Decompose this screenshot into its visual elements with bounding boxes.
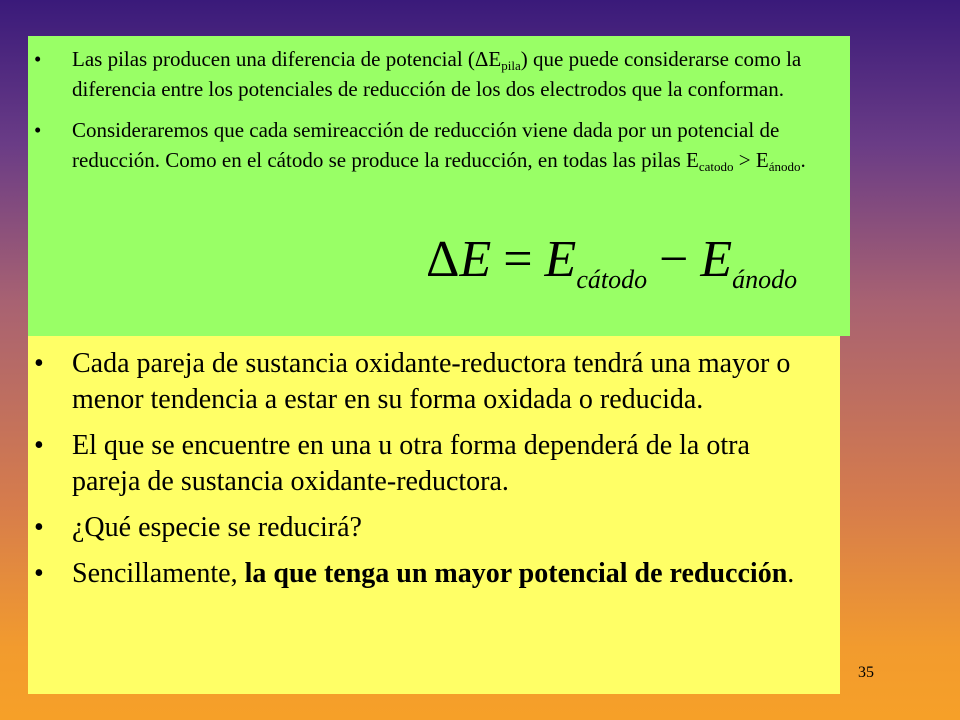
formula-sub-anodo: ánodo — [732, 265, 798, 294]
bullet-icon: • — [34, 348, 44, 379]
item-text-end: . — [787, 558, 795, 589]
formula-equals: = — [503, 231, 533, 288]
bullet-icon: • — [34, 558, 44, 589]
item-sub-pila: pila — [501, 58, 521, 73]
top-bullet-list — [34, 44, 824, 186]
list-item — [34, 556, 824, 592]
list-item — [34, 510, 824, 546]
item-text: El que se encuentre en una u otra forma dependerá de la otra pareja de sustancia oxidante-reductora. — [72, 430, 750, 497]
formula-e2: E — [700, 231, 733, 288]
list-item — [34, 346, 824, 418]
list-item — [34, 115, 824, 175]
item-text-1b: ΔE — [474, 47, 502, 71]
formula-e1: E — [544, 231, 577, 288]
page-number: 35 — [858, 664, 874, 681]
item-text-bold: la que tenga un mayor potencial de reducción — [244, 558, 788, 589]
potential-formula — [426, 226, 826, 296]
item-text-1d: ) que puede considerarse como la diferencia entre los potenciales de reducción de los dos electrodos que la conforman. — [72, 47, 802, 101]
formula-delta: Δ — [426, 231, 460, 288]
item-text: ¿Qué especie se reducirá? — [72, 512, 362, 543]
list-item — [34, 44, 824, 104]
item-text-2a: Consideraremos que cada semireacción de reducción viene dada por un potencial de reducción. Como en el cátodo se produce la reducción, en todas las pilas E — [72, 118, 780, 172]
formula-minus: − — [659, 231, 689, 288]
formula-lhs: E — [459, 231, 492, 288]
item-text-1a: Las pilas producen una diferencia de potencial ( — [72, 47, 475, 71]
bullet-icon: • — [34, 512, 44, 543]
formula-sub-catodo: cátodo — [576, 265, 648, 294]
bottom-bullet-list — [34, 346, 824, 602]
item-text: Cada pareja de sustancia oxidante-reductora tendrá una mayor o menor tendencia a estar en su forma oxidada o reducida. — [72, 348, 791, 415]
item-text-2c: > E — [733, 148, 769, 172]
item-text-2e: . — [800, 148, 806, 172]
item-text-plain: Sencillamente, — [72, 558, 245, 589]
bullet-icon: • — [34, 118, 42, 142]
bullet-icon: • — [34, 47, 42, 71]
list-item — [34, 428, 824, 500]
item-sub-anodo: ánodo — [768, 159, 801, 174]
bullet-icon: • — [34, 430, 44, 461]
item-sub-catodo: catodo — [698, 159, 734, 174]
